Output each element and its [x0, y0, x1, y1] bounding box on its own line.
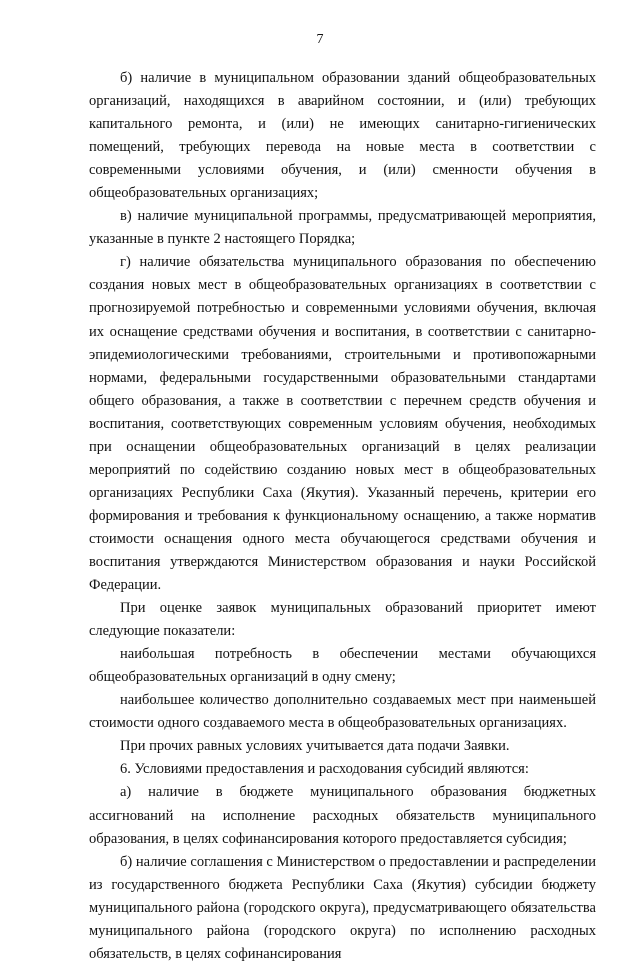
document-body: [89, 67, 596, 966]
paragraph-priority-count: наибольшее количество дополнительно создаваемых мест при наименьшей стоимости одного создаваемого места в общеобразовательных организациях.: [89, 692, 596, 732]
paragraph-b-buildings: б) наличие в муниципальном образовании зданий общеобразовательных организаций, находящихся в аварийном состоянии, и (или) требующих капитального ремонта, и (или) не имеющих санитарно-гигиенических помещений, требующих перевода на новые места в соответствии с современными условиями обучения, и (или) сменности обучения в общеобразовательных организациях;: [89, 70, 596, 202]
paragraph-6a-budget: а) наличие в бюджете муниципального образования бюджетных ассигнований на исполнение расходных обязательств муниципального образования, в целях софинансирования которого предоставляется субсидия;: [89, 784, 596, 847]
paragraph-priority-need: наибольшая потребность в обеспечении местами обучающихся общеобразовательных организаций в одну смену;: [89, 646, 596, 686]
paragraph-equal-conditions: При прочих равных условиях учитывается дата подачи Заявки.: [120, 738, 510, 755]
paragraph-v-program: в) наличие муниципальной программы, предусматривающей мероприятия, указанные в пункте 2 настоящего Порядка;: [89, 208, 596, 248]
paragraph-priority-intro: При оценке заявок муниципальных образований приоритет имеют следующие показатели:: [89, 600, 596, 640]
page-number: 7: [316, 32, 324, 47]
paragraph-section-6: 6. Условиями предоставления и расходования субсидий являются:: [120, 761, 529, 778]
paragraph-6b-agreement: б) наличие соглашения с Министерством о предоставлении и распределении из государственного бюджета Республики Саха (Якутия) субсидии бюджету муниципального района (городского округа), предусматривающего обязательства муниципального района (городского округа) по исполнению расходных обязательств, в целях софинансирования: [89, 853, 596, 962]
paragraph-g-obligation: г) наличие обязательства муниципального образования по обеспечению создания новых мест в общеобразовательных организациях в соответствии с прогнозируемой потребностью и современными условиями обучения, включая их оснащение средствами обучения и воспитания, в соответствии с санитарно-эпидемиологическими требованиями, строительными и противопожарными нормами, федеральными государственными образовательными стандартами общего образования, а также в соответствии с перечнем средств обучения и воспитания, соответствующих современным условиям обучения, необходимых при оснащении общеобразовательных организаций в целях реализации мероприятий по содействию созданию новых мест в общеобразовательных организациях Республики Саха (Якутия). Указанный перечень, критерии его формирования и требования к функциональному оснащению, а также норматив стоимости оснащения одного места обучающегося средствами обучения и воспитания утверждаются Министерством образования и науки Российской Федерации.: [89, 254, 596, 594]
